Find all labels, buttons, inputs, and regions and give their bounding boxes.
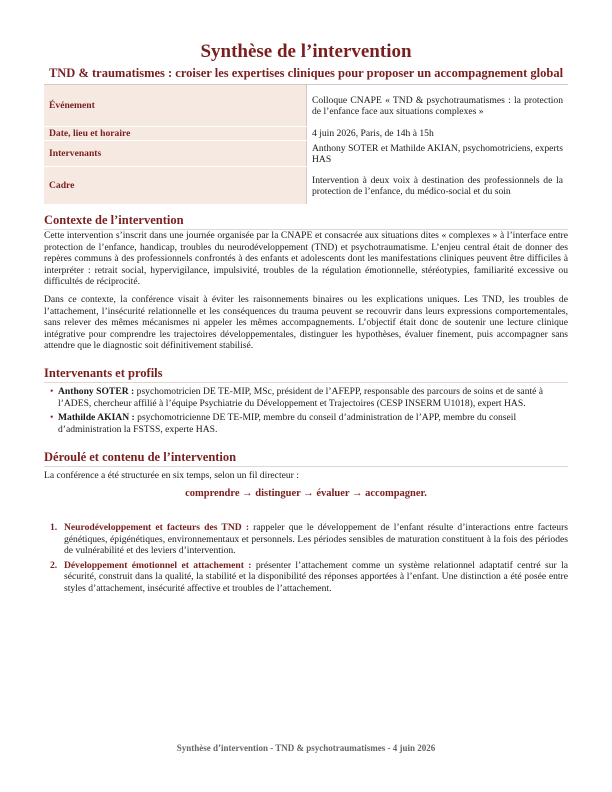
step-heading: Neurodéveloppement et facteurs des TND : <box>64 521 250 533</box>
info-row-intervenants <box>44 141 568 167</box>
section-heading-intervenants: Intervenants et profils <box>44 366 568 383</box>
intervenants-list <box>50 386 568 435</box>
info-value: 4 juin 2026, Paris, de 14h à 15h <box>307 127 569 141</box>
contexte-paragraph-1: Cette intervention s’inscrit dans une journée organisée par la CNAPE et consacrée aux situations dites « complexes » à l’interface entre protection de l’enfance, handicap, troubles du neurodéveloppement (TND) et psychotraumatisme. L’enjeu central était de donner des repères communs à des professionnels confrontés à des enfants et adolescents dont les manifestations cliniques peuvent être difficiles à interpréter : retrait social, hypervigilance, impulsivité, troubles de la régulation émotionnelle, stéréotypies, familiarité excessive ou difficultés de réciprocité. <box>44 230 568 288</box>
list-item <box>50 522 568 557</box>
info-key: Événement <box>44 85 307 127</box>
info-value: Colloque CNAPE « TND & psychotraumatismes : la protection de l’enfance face aux situations complexes » <box>307 85 569 127</box>
step-number: 2. <box>50 559 58 571</box>
intervenant-description: psychomotricien DE TE-MIP, MSc, président de l’AFEPP, responsable des parcours de soins et de santé à l’ADES, chercheur affilié à l’équipe Psychiatrie du Développement et Trajectoires (CESP INSERM U1018), expert HAS. <box>58 385 544 409</box>
intervenant-name: Anthony SOTER : <box>58 385 135 397</box>
page-title: Synthèse de l’intervention <box>200 41 412 62</box>
deroule-guide: comprendre → distinguer → évaluer → accompagner. <box>185 487 427 499</box>
intervenant-name: Mathilde AKIAN : <box>58 412 135 424</box>
document-page <box>44 0 568 597</box>
section-heading-deroule: Déroulé et contenu de l’intervention <box>44 450 568 467</box>
deroule-intro: La conférence a été structurée en six temps, selon un fil directeur : <box>44 470 299 482</box>
contexte-paragraph-2: Dans ce contexte, la conférence visait à éviter les raisonnements binaires ou les explications uniques. Les TND, les troubles de l’attachement, l’insécurité relationnelle et les conséquences du trauma peuvent se recouvrir dans leurs expressions comportementales, sans relever des mêmes mécanismes ni appeler les mêmes accompagnements. L’objectif était donc de soutenir une lecture clinique intégrative pour comprendre les trajectoires développementales, distinguer les hypothèses, évaluer finement, puis accompagner sans attendre que le diagnostic soit définitivement stabilisé. <box>44 293 568 352</box>
page-footer: Synthèse d’intervention - TND & psychotraumatismes - 4 juin 2026 <box>176 743 436 753</box>
info-key: Date, lieu et horaire <box>44 127 307 141</box>
info-key: Intervenants <box>44 141 307 167</box>
step-number: 1. <box>50 521 58 533</box>
info-key: Cadre <box>44 167 307 205</box>
info-value: Anthony SOTER et Mathilde AKIAN, psychomotriciens, experts HAS <box>307 141 569 167</box>
info-row-date <box>44 127 568 141</box>
info-row-cadre <box>44 167 568 205</box>
step-text: présenter l’attachement comme un système relationnel adaptatif centré sur la sécurité, construit dans la qualité, la stabilité et la disponibilité des réponses apportées à l’enfant. Une distinction a été posée entre styles d’attachement, insécurité affective et troubles de l’attachement. <box>64 559 568 594</box>
bullet-icon: • <box>50 385 54 397</box>
intervenant-description: psychomotricienne DE TE-MIP, membre du conseil d’administration de l’APP, membre du conseil d’administration la FSTSS, experte HAS. <box>58 412 517 435</box>
info-value: Intervention à deux voix à destination des professionnels de la protection de l’enfance, du médico-social et du soin <box>307 167 569 205</box>
page-subtitle: TND & traumatismes : croiser les expertises cliniques pour proposer un accompagnement global <box>48 66 564 80</box>
list-item <box>50 386 568 409</box>
info-row-evenement <box>44 85 568 127</box>
step-text: rappeler que le développement de l’enfant résulte d’interactions entre facteurs génétiques, épigénétiques, environnementaux et personnels. Les périodes sensibles de maturation constituent à la fois des périodes de vulnérabilité et des leviers d’intervention. <box>64 521 568 557</box>
bullet-icon: • <box>50 412 54 424</box>
list-item <box>50 560 568 595</box>
section-heading-contexte: Contexte de l’intervention <box>44 213 568 230</box>
info-table <box>44 84 568 205</box>
list-item <box>50 412 568 435</box>
steps-list <box>50 522 568 595</box>
step-heading: Développement émotionnel et attachement : <box>64 559 252 571</box>
